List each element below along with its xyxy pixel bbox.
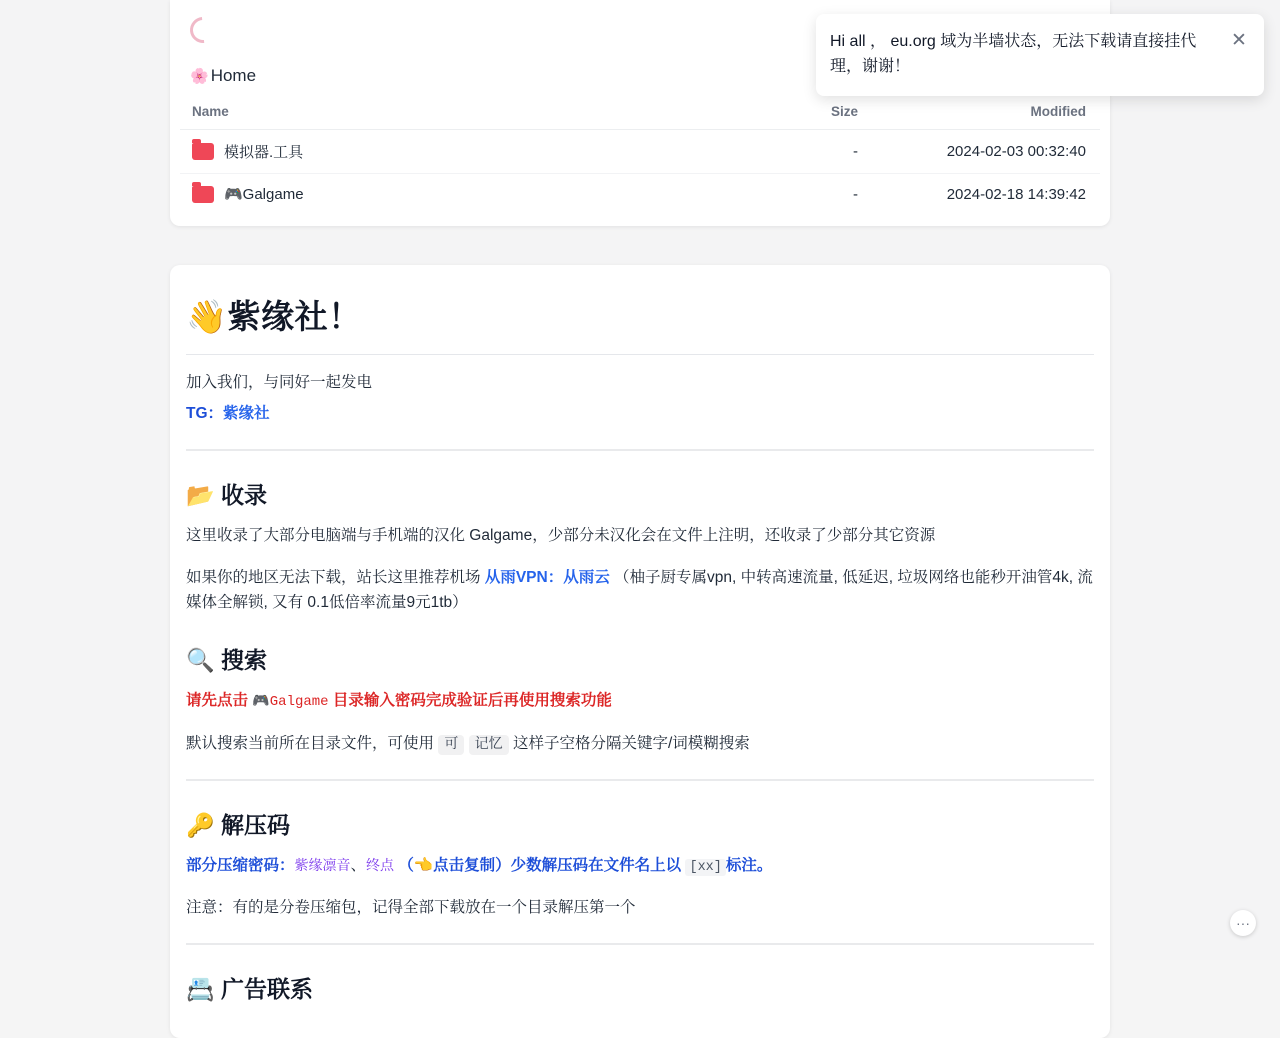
password-prefix: 部分压缩密码：: [186, 856, 295, 874]
file-name-cell[interactable]: [180, 174, 740, 215]
tg-prefix: TG：: [186, 404, 224, 422]
password-note: 注意：有的是分卷压缩包，记得全部下载放在一个目录解压第一个: [186, 899, 636, 917]
section-heading-collection: 📂 收录: [186, 481, 268, 508]
search-warning-suffix: 目录输入密码完成验证后再使用搜索功能: [332, 691, 612, 709]
password-value-2[interactable]: 终点: [366, 858, 395, 875]
file-size-cell: -: [853, 185, 858, 203]
tg-line: [186, 402, 1094, 427]
toast-message: Hi all ， eu.org 域为半墙状态，无法下载请直接挂代理，谢谢！: [830, 33, 1197, 75]
section-heading-ads: 📇 广告联系: [186, 976, 314, 1003]
readme-card: [170, 265, 1110, 1038]
divider: [186, 779, 1094, 781]
column-header-name[interactable]: Name: [180, 96, 740, 130]
toast-notification: [816, 14, 1264, 96]
readme-intro: 加入我们，与同好一起发电: [186, 374, 373, 391]
file-modified-cell: 2024-02-03 00:32:40: [870, 130, 1100, 174]
keyword-chip-2: 记忆: [469, 735, 509, 755]
file-name-label[interactable]: 模拟器.工具: [224, 144, 304, 161]
table-row[interactable]: [180, 174, 1100, 215]
flower-icon: 🌸: [190, 68, 209, 85]
table-row[interactable]: [180, 130, 1100, 174]
column-header-size[interactable]: Size: [740, 96, 870, 130]
search-warning: [186, 689, 1094, 714]
divider: [186, 943, 1094, 945]
loading-spinner-icon: [185, 12, 222, 49]
folder-icon: [192, 143, 214, 160]
tg-link[interactable]: 紫缘社: [223, 404, 270, 422]
section-heading-password: 🔑 解压码: [186, 811, 291, 838]
close-icon[interactable]: ✕: [1231, 30, 1247, 51]
search-usage: [186, 732, 1094, 757]
file-size-cell: -: [740, 130, 870, 174]
folder-icon: [192, 186, 214, 203]
breadcrumb-item-home[interactable]: Home: [210, 66, 257, 85]
password-mid-text: （👈点击复制）少数解压码在文件名上以: [398, 856, 682, 874]
vpn-link[interactable]: 从雨VPN：从雨云: [484, 569, 610, 587]
search-usage-suffix: 这样子空格分隔关键字/词模糊搜索: [512, 734, 750, 752]
file-table: [180, 96, 1100, 214]
collection-paragraph-1: 这里收录了大部分电脑端与手机端的汉化 Galgame，少部分未汉化会在文件上注明，还收录了少部分其它资源: [186, 526, 936, 544]
table-header-row: [180, 96, 1100, 130]
readme-title: 👋紫缘社！: [186, 298, 362, 335]
search-warning-prefix: 请先点击: [186, 691, 249, 709]
keyword-chip-1: 可: [438, 735, 464, 755]
file-name-cell[interactable]: [180, 130, 740, 174]
search-usage-prefix: 默认搜索当前所在目录文件，可使用: [186, 734, 435, 752]
password-line: [186, 854, 1094, 879]
password-value-1[interactable]: 紫缘凛音: [294, 858, 351, 875]
file-name-label[interactable]: 🎮Galgame: [224, 186, 304, 203]
chat-icon[interactable]: ···: [1230, 910, 1256, 936]
file-modified-cell: 2024-02-18 14:39:42: [946, 185, 1086, 203]
vpn-suffix: （柚子厨专属vpn, 中转高速流量, 低延迟, 垃圾网络也能秒开油管4k, 流媒体全解锁, 又有 0.1低倍率流量9元1tb）: [186, 569, 1093, 612]
column-header-modified[interactable]: Modified: [870, 96, 1100, 130]
password-end-text: 标注。: [725, 856, 773, 874]
collection-paragraph-2: [186, 566, 1094, 616]
password-tag-code: [xx]: [685, 859, 725, 876]
divider: [186, 449, 1094, 451]
section-heading-search: 🔍 搜索: [186, 646, 268, 673]
vpn-prefix: 如果你的地区无法下载，站长这里推荐机场: [186, 569, 481, 587]
divider: [186, 354, 1094, 355]
galgame-code-label: 🎮Galgame: [252, 693, 329, 710]
password-separator: 、: [350, 856, 367, 874]
